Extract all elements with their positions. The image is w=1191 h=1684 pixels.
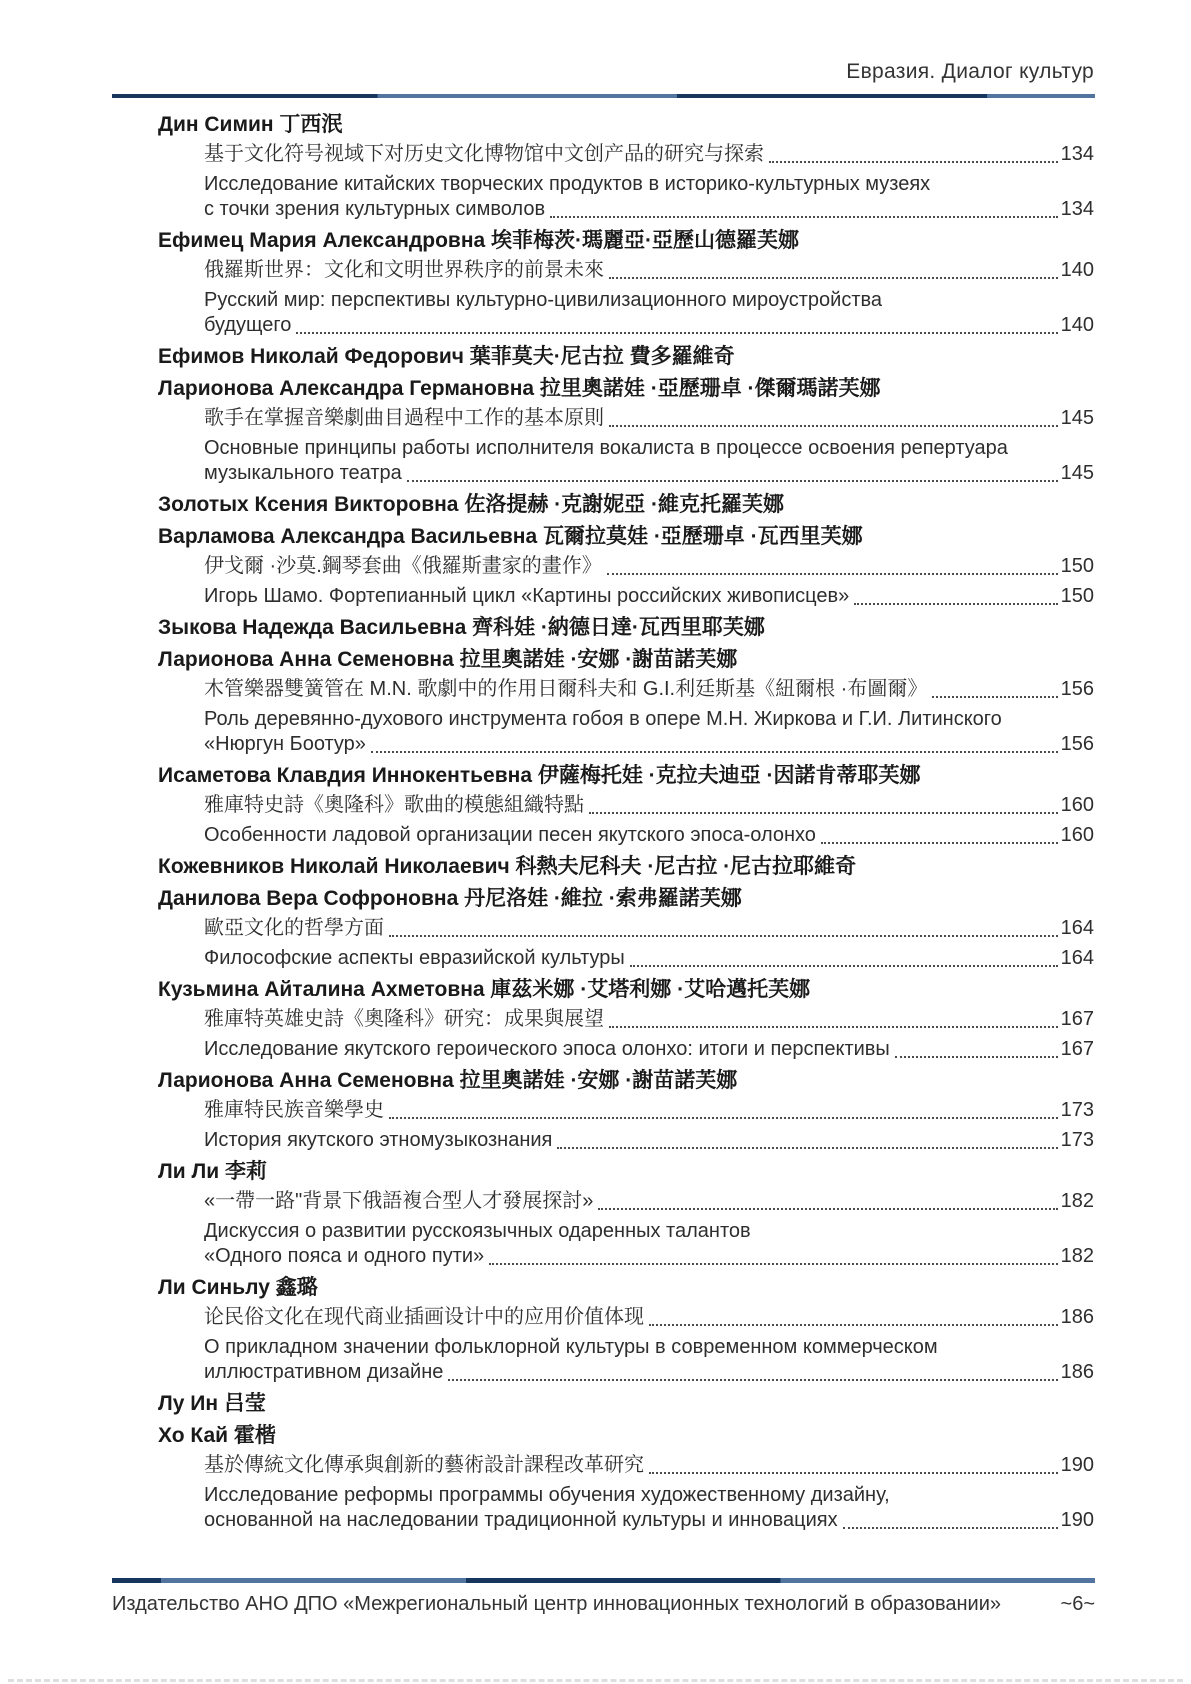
toc-line	[158, 1453, 1094, 1478]
toc-item	[158, 1007, 1094, 1032]
toc-title-text: Русский мир: перспективы культурно-цивилизационного мироустройства	[204, 289, 883, 311]
toc-item	[158, 406, 1094, 431]
footer	[112, 1593, 1095, 1616]
toc-dotted-leader	[296, 332, 1057, 334]
toc-author-heading: Ли Синьлу 鑫璐	[158, 1276, 318, 1299]
toc-page-number: 167	[1060, 1038, 1094, 1060]
toc-title-text: История якутского этномузыкознания	[204, 1129, 553, 1151]
toc-dotted-leader	[389, 935, 1058, 937]
toc-item	[158, 258, 1094, 283]
toc-line	[158, 1098, 1094, 1123]
toc-page-number: 164	[1060, 917, 1094, 939]
toc-line	[158, 1007, 1094, 1032]
toc-dotted-leader	[407, 480, 1058, 482]
toc-page-number: 134	[1060, 143, 1094, 165]
publisher-text: Издательство АНО ДПО «Межрегиональный центр инновационных технологий в образовании»	[112, 1593, 1002, 1615]
toc-author-heading: Ефимец Мария Александровна 埃菲梅茨·瑪麗亞·亞歷山德羅芙娜	[158, 229, 800, 252]
toc-item	[158, 1128, 1094, 1153]
toc-title-text: 歌手在掌握音樂劇曲目過程中工作的基本原則	[204, 407, 604, 429]
toc-item	[158, 436, 1094, 486]
toc-line	[158, 793, 1094, 818]
toc-line	[158, 584, 1094, 609]
toc-dotted-leader	[649, 1324, 1058, 1326]
toc-line	[158, 823, 1094, 848]
toc-item	[158, 1453, 1094, 1478]
toc-line	[158, 1335, 1094, 1360]
toc-line	[158, 288, 1094, 313]
toc-line	[158, 732, 1094, 757]
toc-dotted-leader	[371, 751, 1058, 753]
toc-line	[158, 461, 1094, 486]
toc-title-text: основанной на наследовании традиционной культуры и инновациях	[204, 1509, 838, 1531]
footer-rule	[112, 1578, 1095, 1583]
toc-title-text: иллюстративном дизайне	[204, 1361, 444, 1383]
toc-item	[158, 584, 1094, 609]
toc-page-number: 160	[1060, 794, 1094, 816]
toc-author-heading: Лу Ин 吕莹	[158, 1392, 266, 1415]
journal-title: Евразия. Диалог культур	[846, 60, 1094, 83]
toc-dotted-leader	[609, 1026, 1058, 1028]
toc-item	[158, 823, 1094, 848]
toc-dotted-leader	[607, 573, 1058, 575]
toc-title-text: 歐亞文化的哲學方面	[204, 917, 384, 939]
toc-author-heading: Исаметова Клавдия Иннокентьевна 伊薩梅托娃 ·克拉夫迪亞 ·因諾肯蒂耶芙娜	[158, 764, 921, 787]
toc-author-heading: Хо Кай 霍楷	[158, 1424, 276, 1447]
toc-page-number: 173	[1060, 1099, 1094, 1121]
toc-line	[158, 406, 1094, 431]
toc-title-text: Игорь Шамо. Фортепианный цикл «Картины российских живописцев»	[204, 585, 850, 607]
toc-title-text: 基于文化符号视域下对历史文化博物馆中文创产品的研究与探索	[204, 143, 764, 165]
toc-dotted-leader	[589, 812, 1058, 814]
toc-author-heading: Ларионова Анна Семеновна 拉里奧諾娃 ·安娜 ·謝苗諾芙娜	[158, 1069, 738, 1092]
toc-title-text: Исследование китайских творческих продуктов в историко-культурных музеях	[204, 173, 931, 195]
toc-title-text: Дискуссия о развитии русскоязычных одаренных талантов	[204, 1220, 751, 1242]
toc-item	[158, 677, 1094, 702]
toc-item	[158, 1305, 1094, 1330]
toc-line	[158, 313, 1094, 338]
toc-line	[158, 1508, 1094, 1533]
toc-line	[158, 1037, 1094, 1062]
toc-line	[158, 946, 1094, 971]
toc-author-heading: Кожевников Николай Николаевич 科熱夫尼科夫 ·尼古拉 ·尼古拉耶維奇	[158, 855, 857, 878]
toc-title-text: «Одного пояса и одного пути»	[204, 1245, 485, 1267]
toc-item	[158, 1335, 1094, 1385]
toc-line	[158, 916, 1094, 941]
toc-dotted-leader	[630, 965, 1058, 967]
toc-line	[158, 1483, 1094, 1508]
toc-dotted-leader	[649, 1472, 1058, 1474]
toc-item	[158, 142, 1094, 167]
toc-dotted-leader	[843, 1527, 1058, 1529]
toc-item	[158, 1098, 1094, 1123]
toc-line	[158, 142, 1094, 167]
toc-item	[158, 793, 1094, 818]
toc-page-number: 186	[1060, 1361, 1094, 1383]
toc-author-heading: Дин Симин 丁西泯	[158, 113, 343, 136]
toc-line	[158, 554, 1094, 579]
toc-list	[158, 106, 1094, 1538]
toc-title-text: 雅庫特史詩《奧隆科》歌曲的模態組織特點	[204, 794, 584, 816]
toc-page-number: 182	[1060, 1245, 1094, 1267]
toc-author-heading: Ефимов Николай Федорович 葉菲莫夫·尼古拉 費多羅維奇	[158, 345, 735, 368]
toc-line	[158, 707, 1094, 732]
toc-title-text: 雅庫特英雄史詩《奧隆科》研究：成果與展望	[204, 1008, 604, 1030]
toc-dotted-leader	[769, 161, 1058, 163]
toc-item	[158, 1483, 1094, 1533]
toc-dotted-leader	[557, 1147, 1057, 1149]
toc-dotted-leader	[821, 842, 1058, 844]
toc-page-number: 145	[1060, 462, 1094, 484]
toc-title-text: Особенности ладовой организации песен якутского эпоса-олонхо	[204, 824, 816, 846]
toc-line	[158, 1360, 1094, 1385]
toc-page-number: 182	[1060, 1190, 1094, 1212]
toc-title-text: Исследование реформы программы обучения художественному дизайну,	[204, 1484, 890, 1506]
toc-title-text: будущего	[204, 314, 292, 336]
toc-line	[158, 1128, 1094, 1153]
toc-title-text: О прикладном значении фольклорной культуры в современном коммерческом	[204, 1336, 938, 1358]
toc-title-text: Основные принципы работы исполнителя вокалиста в процессе освоения репертуара	[204, 437, 1008, 459]
toc-line	[158, 258, 1094, 283]
toc-title-text: 俄羅斯世界：文化和文明世界秩序的前景未來	[204, 259, 604, 281]
toc-line	[158, 1189, 1094, 1214]
toc-line	[158, 436, 1094, 461]
toc-item	[158, 946, 1094, 971]
toc-item	[158, 1037, 1094, 1062]
toc-item	[158, 1189, 1094, 1214]
toc-author-heading: Кузьмина Айталина Ахметовна 庫茲米娜 ·艾塔利娜 ·艾哈邁托芙娜	[158, 978, 811, 1001]
toc-dotted-leader	[895, 1056, 1058, 1058]
toc-dotted-leader	[854, 603, 1057, 605]
toc-dotted-leader	[448, 1379, 1057, 1381]
toc-title-text: 雅庫特民族音樂學史	[204, 1099, 384, 1121]
toc-page-number: 150	[1060, 585, 1094, 607]
toc-item	[158, 288, 1094, 338]
toc-item	[158, 916, 1094, 941]
toc-line	[158, 677, 1094, 702]
toc-dotted-leader	[489, 1263, 1057, 1265]
toc-page-number: 186	[1060, 1306, 1094, 1328]
toc-item	[158, 1219, 1094, 1269]
toc-author-heading: Ларионова Анна Семеновна 拉里奧諾娃 ·安娜 ·謝苗諾芙娜	[158, 648, 738, 671]
toc-line	[158, 1305, 1094, 1330]
toc-line	[158, 172, 1094, 197]
toc-line	[158, 1244, 1094, 1269]
toc-line	[158, 197, 1094, 222]
toc-page-number: 173	[1060, 1129, 1094, 1151]
toc-author-heading: Ли Ли 李莉	[158, 1160, 267, 1183]
toc-line	[158, 1219, 1094, 1244]
toc-title-text: «一帶一路"背景下俄語複合型人才發展探討»	[204, 1190, 594, 1212]
toc-dotted-leader	[932, 696, 1057, 698]
toc-title-text: 基於傳統文化傳承與創新的藝術設計課程改革研究	[204, 1454, 644, 1476]
toc-dotted-leader	[598, 1208, 1057, 1210]
toc-item	[158, 172, 1094, 222]
toc-page-number: 156	[1060, 678, 1094, 700]
toc-title-text: 论民俗文化在现代商业插画设计中的应用价值体现	[204, 1306, 644, 1328]
toc-dotted-leader	[609, 277, 1058, 279]
toc-title-text: Философские аспекты евразийской культуры	[204, 947, 625, 969]
header-rule	[112, 94, 1095, 98]
toc-page-number: 140	[1060, 259, 1094, 281]
toc-title-text: Исследование якутского героического эпоса олонхо: итоги и перспективы	[204, 1038, 890, 1060]
toc-page-number: 140	[1060, 314, 1094, 336]
toc-item	[158, 554, 1094, 579]
footer-page-number: ~6~	[1060, 1593, 1095, 1615]
toc-dotted-leader	[389, 1117, 1058, 1119]
toc-author-heading: Золотых Ксения Викторовна 佐洛提赫 ·克謝妮亞 ·維克托羅芙娜	[158, 493, 784, 516]
toc-page-number: 160	[1060, 824, 1094, 846]
toc-dotted-leader	[550, 216, 1058, 218]
toc-page-number: 145	[1060, 407, 1094, 429]
toc-author-heading: Ларионова Александра Германовна 拉里奧諾娃 ·亞歷珊卓 ·傑爾瑪諾芙娜	[158, 377, 881, 400]
toc-author-heading: Зыкова Надежда Васильевна 齊科娃 ·納德日達·瓦西里耶芙娜	[158, 616, 765, 639]
toc-page-number: 156	[1060, 733, 1094, 755]
toc-title-text: с точки зрения культурных символов	[204, 198, 546, 220]
toc-page-number: 164	[1060, 947, 1094, 969]
toc-page-number: 150	[1060, 555, 1094, 577]
toc-title-text: 木管樂器雙簧管在 M.N. 歌劇中的作用日爾科夫和 G.I.利廷斯基《紐爾根 ·布圖爾》	[204, 678, 928, 700]
toc-author-heading: Данилова Вера Софроновна 丹尼洛娃 ·維拉 ·索弗羅諾芙娜	[158, 887, 742, 910]
toc-item	[158, 707, 1094, 757]
toc-dotted-leader	[609, 425, 1058, 427]
toc-page-number: 167	[1060, 1008, 1094, 1030]
toc-page-number: 134	[1060, 198, 1094, 220]
toc-title-text: «Нюргун Боотур»	[204, 733, 366, 755]
toc-page-number: 190	[1060, 1454, 1094, 1476]
page-edge-dashes	[8, 1679, 1183, 1682]
toc-title-text: музыкального театра	[204, 462, 402, 484]
toc-title-text: Роль деревянно-духового инструмента гобоя в опере М.Н. Жиркова и Г.И. Литинского	[204, 708, 1002, 730]
toc-page-number: 190	[1060, 1509, 1094, 1531]
toc-title-text: 伊戈爾 ·沙莫.鋼琴套曲《俄羅斯畫家的畫作》	[204, 555, 602, 577]
toc-author-heading: Варламова Александра Васильевна 瓦爾拉莫娃 ·亞歷珊卓 ·瓦西里芙娜	[158, 525, 863, 548]
